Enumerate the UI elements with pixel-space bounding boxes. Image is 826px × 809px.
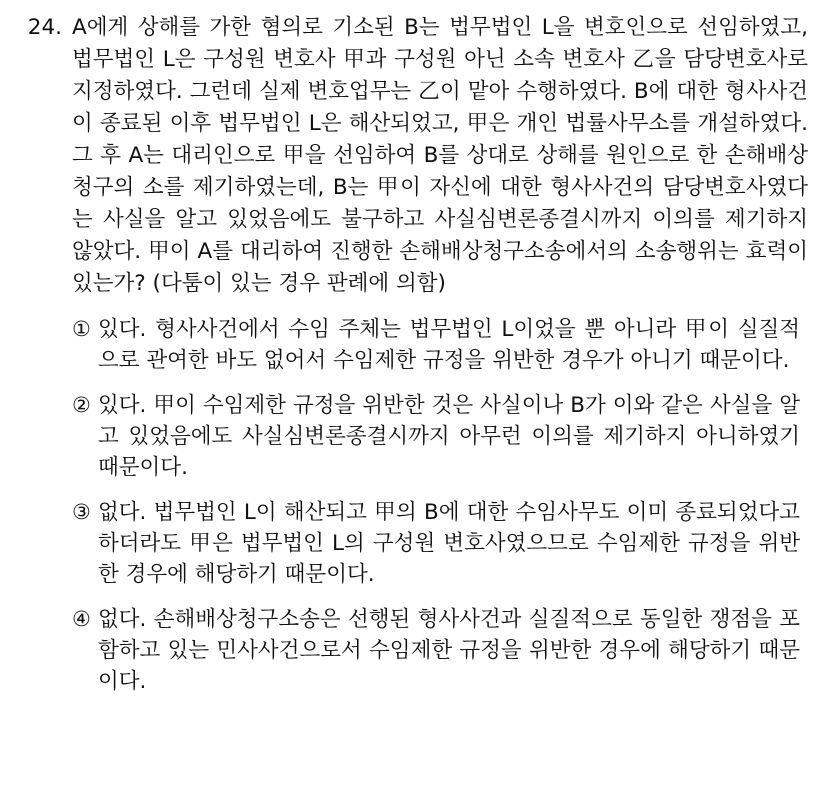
choice-text-4: 없다. 손해배상청구소송은 선행된 형사사건과 실질적으로 동일한 쟁점을 포함하고 있는 민사사건으로서 수임제한 규정을 위반한 경우에 해당하기 때문이다. [98,607,800,694]
question-stem: A에게 상해를 가한 혐의로 기소된 B는 법무법인 L을 변호인으로 선임하였고, 법무법인 L은 구성원 변호사 甲과 구성원 아닌 소속 변호사 乙을 담당변호사로 지정하였다. 그런데 실제 변호업무는 乙이 맡아 수행하였다. B에 대한 형사사건이 종료된 이후 법무법인 L은 해산되었고, 甲은 개인 법률사무소를 개설하였다. 그 후 A는 대리인으로 甲을 선임하여 B를 상대로 상해를 원인으로 한 손해배상청구의 소를 제기하였는데, B는 甲이 자신에 대한 형사사건의 담당변호사였다는 사실을 알고 있었음에도 불구하고 사실심변론종결시까지 이의를 제기하지 않았다. 甲이 A를 대리하여 진행한 손해배상청구소송에서의 소송행위는 효력이 있는가? (다툼이 있는 경우 판례에 의함) [72,15,808,296]
choice-option-4[interactable] [72,604,808,697]
choice-marker-1: ① [72,317,91,341]
choice-text-1: 있다. 형사사건에서 수임 주체는 법무법인 L이었을 뿐 아니라 甲이 실질적으로 관여한 바도 없어서 수임제한 규정을 위반한 경우가 아니기 때문이다. [98,317,800,373]
choice-marker-2: ② [72,393,91,417]
question-block [18,12,808,300]
choice-marker-3: ③ [72,500,91,524]
question-number: 24. [27,15,62,40]
choice-option-2[interactable] [72,390,808,483]
choice-text-2: 있다. 甲이 수임제한 규정을 위반한 것은 사실이나 B가 이와 같은 사실을 알고 있었음에도 사실심변론종결시까지 아무런 이의를 제기하지 아니하였기 때문이다. [98,393,800,480]
choice-marker-4: ④ [72,607,91,631]
choice-text-3: 없다. 법무법인 L이 해산되고 甲의 B에 대한 수임사무도 이미 종료되었다고 하더라도 甲은 법무법인 L의 구성원 변호사였으므로 수임제한 규정을 위반한 경우에 해당하기 때문이다. [98,500,800,587]
choice-option-1[interactable] [72,314,808,376]
choice-option-3[interactable] [72,497,808,590]
choice-list [18,314,808,697]
